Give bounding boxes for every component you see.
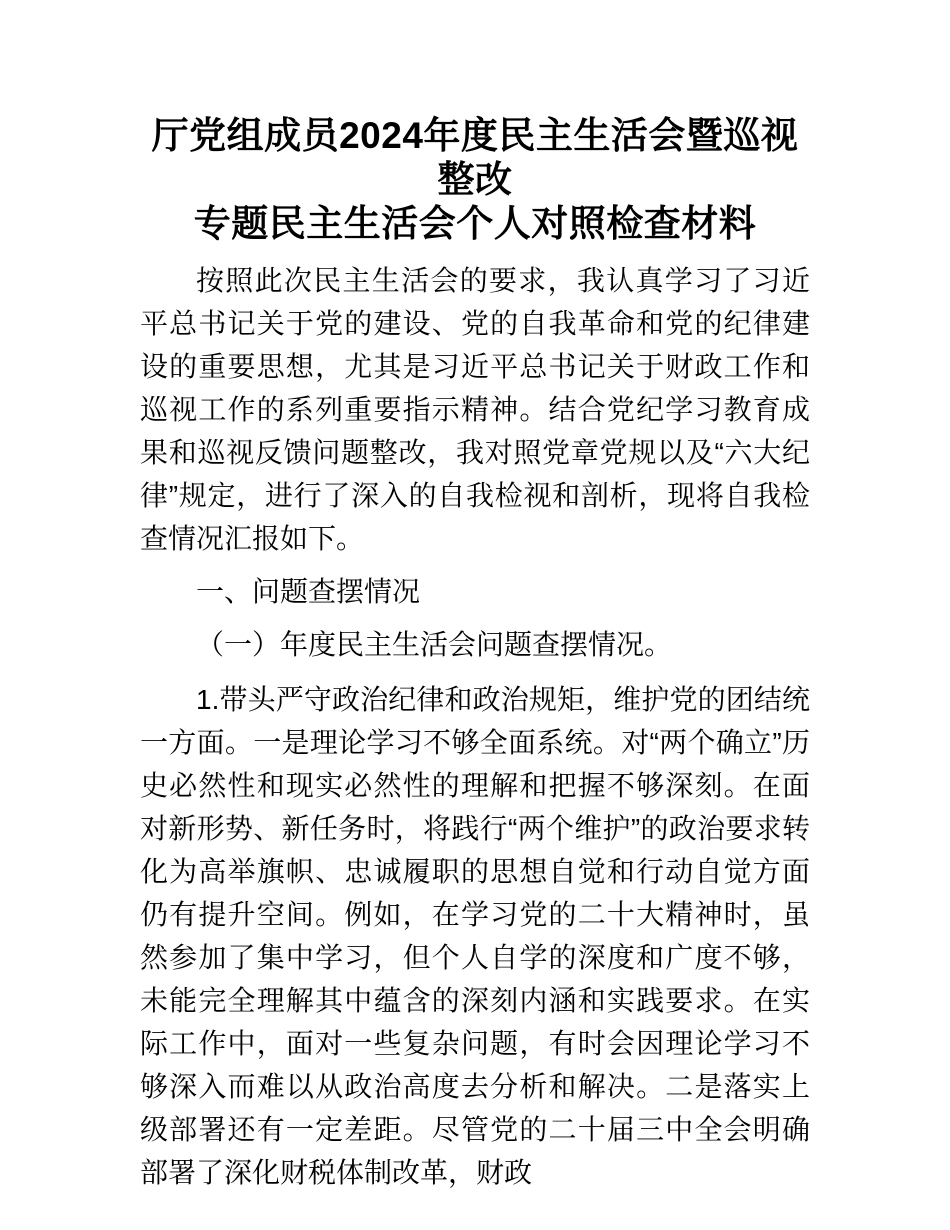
intro-paragraph: 按照此次民主生活会的要求，我认真学习了习近平总书记关于党的建设、党的自我革命和党的纪律建设的重要思想，尤其是习近平总书记关于财政工作和巡视工作的系列重要指示精神。结合党纪学习教育成果和巡视反馈问题整改，我对照党章党规以及“六大纪律”规定，进行了深入的自我检视和剖析，现将自我检查情况汇报如下。 <box>140 265 810 554</box>
document-title-line-2: 专题民主生活会个人对照检查材料 <box>193 203 757 244</box>
sub-heading-annual-meeting: （一）年度民主生活会问题查摆情况。 <box>196 629 673 660</box>
document-title-line-1: 厅党组成员2024年度民主生活会暨巡视整改 <box>151 115 799 200</box>
document-title <box>140 114 810 246</box>
section-heading-problems: 一、问题查摆情况 <box>196 576 421 607</box>
document-body <box>140 259 810 1194</box>
item-1-paragraph: 1.带头严守政治纪律和政治规矩，维护党的团结统一方面。一是理论学习不够全面系统。对“两个确立”历史必然性和现实必然性的理解和把握不够深刻。在面对新形势、新任务时，将践行“两个维护”的政治要求转化为高举旗帜、忠诚履职的思想自觉和行动自觉方面仍有提升空间。例如，在学习党的二十大精神时，虽然参加了集中学习，但个人自学的深度和广度不够，未能完全理解其中蕴含的深刻内涵和实践要求。在实际工作中，面对一些复杂问题，有时会因理论学习不够深入而难以从政治高度去分析和解决。二是落实上级部署还有一定差距。尽管党的二十届三中全会明确部署了深化财税体制改革，财政 <box>140 684 810 1188</box>
